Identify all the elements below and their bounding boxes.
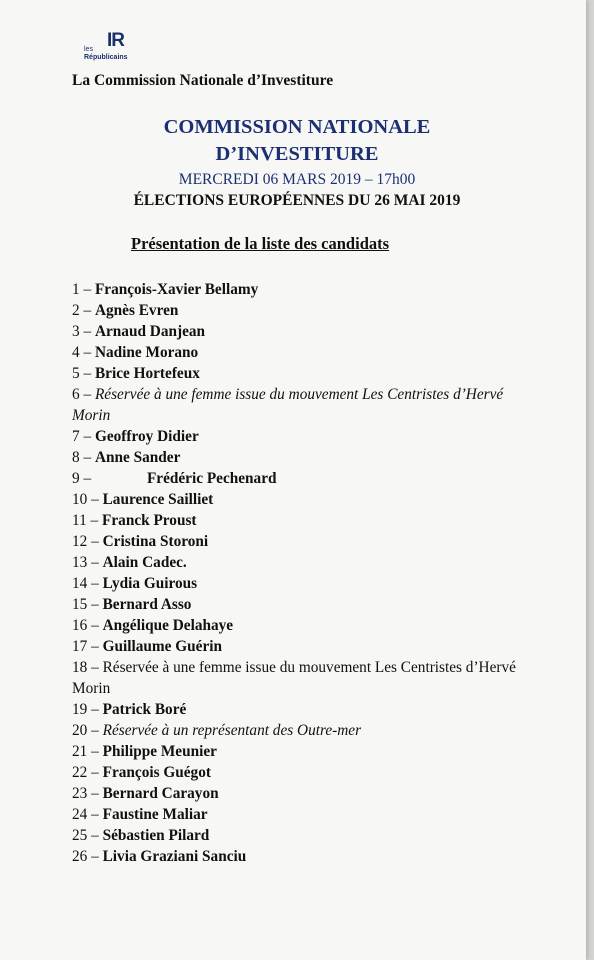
title-line-1: COMMISSION NATIONALE [163,116,431,138]
list-item-number: 22 – [72,764,99,781]
list-item-candidate-name: Guillaume Guérin [102,638,223,655]
list-item-candidate-name: Patrick Boré [102,701,187,718]
list-item [72,783,542,804]
section-title: Présentation de la liste des candidats [131,234,390,253]
list-item-candidate-name: Nadine Morano [94,344,199,361]
list-item-candidate-name: Frédéric Pechenard [146,470,277,487]
list-item [72,363,542,384]
list-item [72,426,542,447]
list-item-candidate-name: Bernard Asso [102,596,192,613]
list-item [72,741,542,762]
list-item-number: 5 – [72,365,92,382]
list-item-candidate-name: Cristina Storoni [102,533,209,550]
list-item-candidate-name: Bernard Carayon [102,785,219,802]
list-item-number: 19 – [72,701,99,718]
organisation-line: La Commission Nationale d’Investiture [72,72,334,89]
list-item-number: 11 – [72,512,99,529]
list-item-number: 24 – [72,806,99,823]
list-item-number: 21 – [72,743,99,760]
list-item-number: 10 – [72,491,99,508]
list-item [72,720,542,741]
list-item-candidate-name: Geoffroy Didier [94,428,199,445]
list-item [72,300,542,321]
list-item [72,489,542,510]
list-item-candidate-name: François-Xavier Bellamy [94,281,259,298]
list-item-candidate-name: Anne Sander [94,449,181,466]
list-item [72,552,542,573]
list-item-candidate-name: Sébastien Pilard [102,827,210,844]
meeting-date: MERCREDI 06 MARS 2019 – 17h00 [178,171,416,188]
list-item-number: 12 – [72,533,99,550]
list-item-number: 26 – [72,848,99,865]
logo-line-1: les [84,46,93,53]
list-item-number: 7 – [72,428,92,445]
list-item [72,594,542,615]
list-item-candidate-name: Livia Graziani Sanciu [102,848,247,865]
list-item-reserved-note: Réservée à une femme issue du mouvement Les Centristes d’Hervé Morin [72,386,504,424]
list-item [72,699,542,720]
list-item-candidate-name: Franck Proust [102,512,197,529]
list-item-candidate-name: Brice Hortefeux [94,365,200,382]
les-republicains-logo [84,30,154,64]
list-item [72,321,542,342]
list-item [72,279,542,300]
list-item-number: 16 – [72,617,99,634]
logo-line-2: Républicains [84,54,128,61]
list-item [72,615,542,636]
list-item-number: 3 – [72,323,92,340]
list-item-number: 6 – [72,386,92,403]
list-item [72,510,542,531]
list-item [72,447,542,468]
list-item-number: 2 – [72,302,92,319]
list-item-candidate-name: Alain Cadec. [102,554,187,571]
list-item-candidate-name: Arnaud Danjean [94,323,206,340]
list-item [72,846,542,867]
list-item-candidate-name: Lydia Guirous [102,575,198,592]
logo-mark: IR [107,30,124,51]
elections-line: ÉLECTIONS EUROPÉENNES DU 26 MAI 2019 [133,192,461,209]
list-item [72,573,542,594]
list-item-candidate-name: Faustine Maliar [102,806,208,823]
list-item-candidate-name: Laurence Sailliet [102,491,214,508]
title-line-2: D’INVESTITURE [215,143,379,165]
list-item-number: 9 – [72,470,92,487]
list-item [72,636,542,657]
list-item-number: 23 – [72,785,99,802]
list-item-number: 14 – [72,575,99,592]
list-item-number: 15 – [72,596,99,613]
list-item-number: 1 – [72,281,92,298]
list-item-number: 17 – [72,638,99,655]
list-item-candidate-name: Philippe Meunier [102,743,217,760]
list-item [72,384,542,426]
list-item [72,825,542,846]
list-item [72,531,542,552]
list-item-reserved-note: Réservée à une femme issue du mouvement Les Centristes d’Hervé Morin [72,659,516,697]
list-item-number: 4 – [72,344,92,361]
list-item [72,342,542,363]
list-item-candidate-name: François Guégot [102,764,211,781]
list-item-number: 8 – [72,449,92,466]
candidate-list [72,279,542,867]
list-item [72,657,542,699]
list-item-candidate-name: Agnès Evren [94,302,179,319]
list-item [72,468,542,489]
list-item-reserved-note: Réservée à un représentant des Outre-mer [102,722,362,739]
list-item [72,804,542,825]
list-item-number: 20 – [72,722,99,739]
list-item [72,762,542,783]
list-item-number: 13 – [72,554,99,571]
list-item-candidate-name: Angélique Delahaye [102,617,234,634]
list-item-number: 25 – [72,827,99,844]
list-item-number: 18 – [72,659,99,676]
